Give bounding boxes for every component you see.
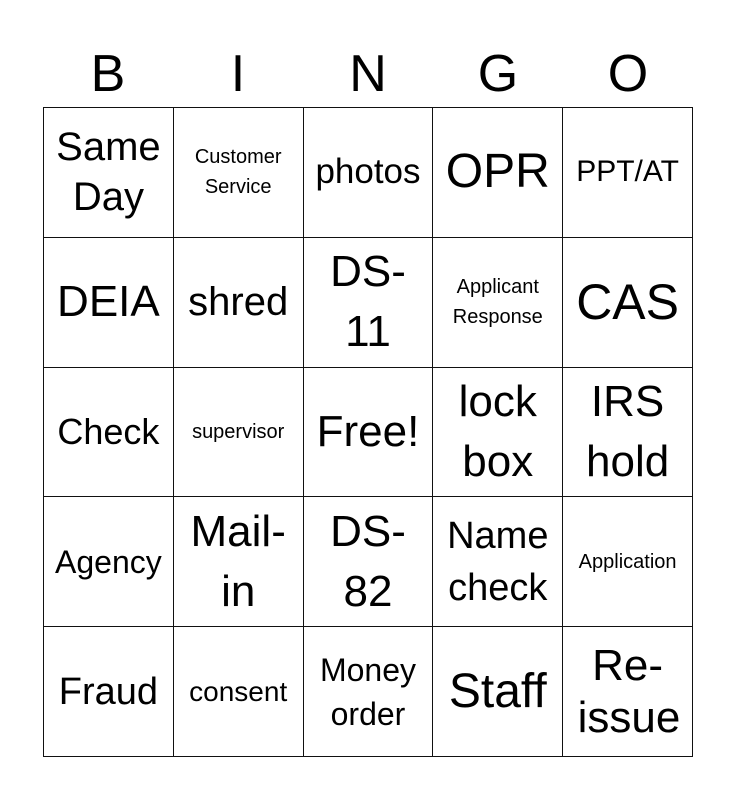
header-letter-g: G	[477, 45, 519, 103]
bingo-cell-r4c5[interactable]	[563, 497, 693, 627]
cell-label: Applicant Response	[452, 276, 543, 329]
bingo-cell-r4c3[interactable]	[304, 497, 434, 627]
bingo-cell-r1c1[interactable]	[44, 108, 174, 238]
cell-label: lock box	[458, 376, 537, 486]
bingo-cell-r1c5[interactable]	[563, 108, 693, 238]
cell-label: Check	[57, 410, 160, 452]
bingo-cell-r5c1[interactable]	[44, 627, 174, 757]
bingo-cell-r5c2[interactable]	[174, 627, 304, 757]
bingo-cell-r2c1[interactable]	[44, 238, 174, 368]
cell-label: DS-11	[330, 247, 406, 357]
cell-label: CAS	[576, 274, 679, 331]
bingo-cell-r2c5[interactable]	[563, 238, 693, 368]
bingo-cell-r3c2[interactable]	[174, 368, 304, 498]
cell-label: Money order	[319, 651, 416, 732]
header-letter-b: B	[90, 45, 126, 103]
cell-label: Same Day	[56, 125, 161, 220]
bingo-cell-r4c1[interactable]	[44, 497, 174, 627]
bingo-cell-r2c4[interactable]	[433, 238, 563, 368]
bingo-header	[43, 40, 693, 108]
cell-label: shred	[188, 280, 289, 325]
bingo-board	[43, 107, 693, 757]
header-letter-n: N	[349, 45, 387, 103]
bingo-cell-r1c3[interactable]	[304, 108, 434, 238]
bingo-cell-r1c2[interactable]	[174, 108, 304, 238]
bingo-cell-r3c4[interactable]	[433, 368, 563, 498]
cell-label: Fraud	[58, 670, 159, 713]
cell-label: DEIA	[57, 277, 160, 327]
bingo-cell-r3c5[interactable]	[563, 368, 693, 498]
bingo-cell-r5c5[interactable]	[563, 627, 693, 757]
cell-label: Customer Service	[194, 146, 282, 199]
cell-label: PPT/AT	[576, 155, 679, 189]
cell-label: Re-issue	[577, 640, 681, 742]
cell-label: Agency	[55, 543, 162, 580]
cell-label: Application	[578, 550, 677, 573]
header-letter-i: I	[230, 45, 246, 103]
cell-label: OPR	[445, 145, 550, 199]
bingo-cell-r3c3[interactable]	[304, 368, 434, 498]
cell-label: photos	[315, 152, 421, 192]
bingo-cell-r3c1[interactable]	[44, 368, 174, 498]
cell-label: IRS hold	[586, 376, 670, 486]
bingo-cell-r5c4[interactable]	[433, 627, 563, 757]
bingo-cell-r2c3[interactable]	[304, 238, 434, 368]
cell-label: supervisor	[192, 420, 285, 443]
cell-label: DS-82	[330, 506, 406, 616]
header-letter-o: O	[607, 45, 649, 103]
cell-label: Mail-in	[190, 506, 286, 616]
cell-label: Free!	[316, 406, 420, 456]
cell-label: consent	[189, 675, 288, 707]
bingo-cell-r4c4[interactable]	[433, 497, 563, 627]
bingo-cell-r5c3[interactable]	[304, 627, 434, 757]
cell-label: Staff	[448, 664, 547, 718]
bingo-cell-r2c2[interactable]	[174, 238, 304, 368]
bingo-cell-r1c4[interactable]	[433, 108, 563, 238]
bingo-cell-r4c2[interactable]	[174, 497, 304, 627]
cell-label: Name check	[447, 514, 549, 609]
